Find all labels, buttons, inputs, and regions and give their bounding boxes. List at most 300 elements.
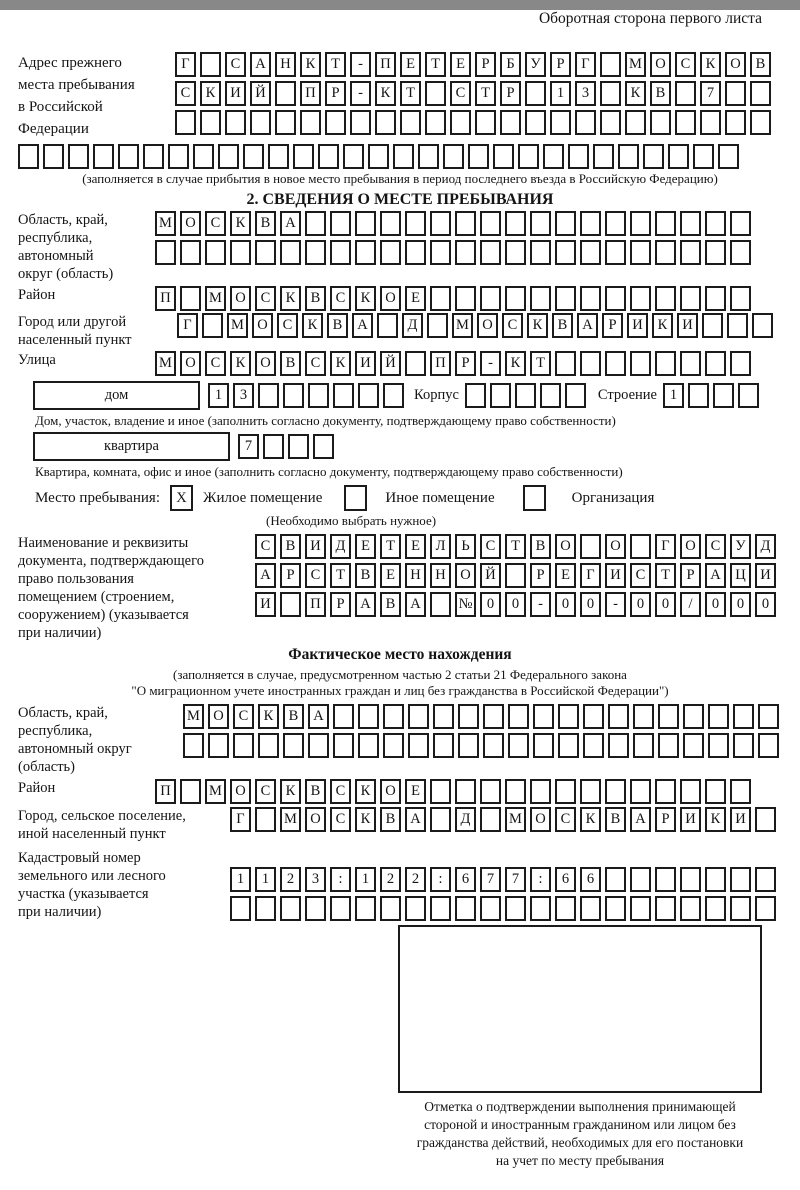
char-box[interactable] [325,110,346,135]
char-box[interactable]: 6 [555,867,576,892]
char-box[interactable] [288,434,309,459]
char-box[interactable] [693,144,714,169]
char-box[interactable] [180,779,201,804]
char-box[interactable]: 1 [255,867,276,892]
char-box[interactable]: С [205,351,226,376]
char-box[interactable] [305,211,326,236]
char-box[interactable] [633,704,654,729]
char-box[interactable] [658,733,679,758]
char-box[interactable] [330,240,351,265]
char-box[interactable]: Р [655,807,676,832]
char-box[interactable] [418,144,439,169]
char-box[interactable] [730,867,751,892]
char-box[interactable]: М [227,313,248,338]
char-box[interactable] [233,733,254,758]
char-box[interactable]: О [530,807,551,832]
char-box[interactable]: О [255,351,276,376]
char-box[interactable] [405,211,426,236]
char-box[interactable] [668,144,689,169]
char-box[interactable]: С [305,351,326,376]
char-box[interactable]: О [208,704,229,729]
char-box[interactable]: Й [250,81,271,106]
char-box[interactable]: М [452,313,473,338]
char-box[interactable]: И [730,807,751,832]
char-box[interactable] [625,110,646,135]
char-box[interactable]: Н [430,563,451,588]
char-box[interactable]: К [355,807,376,832]
char-box[interactable] [225,110,246,135]
char-box[interactable] [675,81,696,106]
char-box[interactable]: Г [175,52,196,77]
char-box[interactable]: О [230,779,251,804]
char-box[interactable] [540,383,561,408]
char-box[interactable]: И [255,592,276,617]
char-box[interactable]: В [255,211,276,236]
char-box[interactable]: Н [275,52,296,77]
char-box[interactable] [618,144,639,169]
char-box[interactable]: К [705,807,726,832]
char-box[interactable] [493,144,514,169]
char-box[interactable] [183,733,204,758]
char-box[interactable] [205,240,226,265]
char-box[interactable]: 0 [555,592,576,617]
char-box[interactable]: П [155,286,176,311]
char-box[interactable] [750,110,771,135]
char-box[interactable] [455,779,476,804]
char-box[interactable] [630,779,651,804]
char-box[interactable] [258,383,279,408]
char-box[interactable] [275,110,296,135]
char-box[interactable] [118,144,139,169]
char-box[interactable] [480,807,501,832]
char-box[interactable]: Т [325,52,346,77]
char-box[interactable] [675,110,696,135]
char-box[interactable] [755,896,776,921]
char-box[interactable] [300,110,321,135]
char-box[interactable]: 6 [580,867,601,892]
char-box[interactable]: Е [380,563,401,588]
char-box[interactable] [705,286,726,311]
char-box[interactable]: 3 [233,383,254,408]
char-box[interactable]: 1 [230,867,251,892]
char-box[interactable] [733,704,754,729]
char-box[interactable] [755,867,776,892]
char-box[interactable]: К [280,779,301,804]
char-box[interactable] [600,81,621,106]
char-box[interactable]: О [477,313,498,338]
char-box[interactable]: О [180,351,201,376]
char-box[interactable]: В [605,807,626,832]
char-box[interactable]: В [380,807,401,832]
char-box[interactable]: Т [655,563,676,588]
char-box[interactable]: Г [580,563,601,588]
char-box[interactable] [730,779,751,804]
char-box[interactable]: 1 [355,867,376,892]
char-box[interactable] [430,211,451,236]
char-box[interactable] [405,351,426,376]
char-box[interactable]: И [627,313,648,338]
char-box[interactable]: П [300,81,321,106]
char-box[interactable]: - [480,351,501,376]
char-box[interactable] [218,144,239,169]
char-box[interactable]: О [725,52,746,77]
char-box[interactable]: К [355,779,376,804]
char-box[interactable]: Р [500,81,521,106]
char-box[interactable]: К [302,313,323,338]
char-box[interactable]: Д [755,534,776,559]
char-box[interactable]: Р [680,563,701,588]
char-box[interactable] [355,896,376,921]
char-box[interactable] [655,286,676,311]
char-box[interactable]: - [530,592,551,617]
char-box[interactable]: № [455,592,476,617]
char-box[interactable] [380,240,401,265]
char-box[interactable] [480,779,501,804]
char-box[interactable]: О [305,807,326,832]
char-box[interactable] [705,211,726,236]
char-box[interactable]: К [300,52,321,77]
char-box[interactable]: О [650,52,671,77]
char-box[interactable]: Р [325,81,346,106]
char-box[interactable] [180,286,201,311]
char-box[interactable] [705,867,726,892]
char-box[interactable]: Р [330,592,351,617]
char-box[interactable]: 0 [705,592,726,617]
char-box[interactable] [255,896,276,921]
char-box[interactable] [480,211,501,236]
char-box[interactable]: П [155,779,176,804]
char-box[interactable] [308,733,329,758]
char-box[interactable] [358,704,379,729]
char-box[interactable] [575,110,596,135]
char-box[interactable]: Т [530,351,551,376]
char-box[interactable]: / [680,592,701,617]
char-box[interactable] [175,110,196,135]
char-box[interactable]: О [230,286,251,311]
char-box[interactable] [705,240,726,265]
char-box[interactable] [605,286,626,311]
char-box[interactable] [650,110,671,135]
char-box[interactable]: - [605,592,626,617]
char-box[interactable]: Е [555,563,576,588]
char-box[interactable] [308,383,329,408]
char-box[interactable] [508,704,529,729]
char-box[interactable]: М [205,779,226,804]
char-box[interactable]: 2 [405,867,426,892]
char-box[interactable] [700,110,721,135]
char-box[interactable] [468,144,489,169]
char-box[interactable]: А [630,807,651,832]
char-box[interactable] [555,779,576,804]
char-box[interactable]: А [577,313,598,338]
char-box[interactable]: П [430,351,451,376]
char-box[interactable] [333,704,354,729]
char-box[interactable]: 1 [208,383,229,408]
char-box[interactable] [580,779,601,804]
char-box[interactable] [680,240,701,265]
char-box[interactable]: И [677,313,698,338]
char-box[interactable] [555,211,576,236]
char-box[interactable] [705,351,726,376]
char-box[interactable]: 0 [630,592,651,617]
char-box[interactable] [558,733,579,758]
char-box[interactable] [730,240,751,265]
char-box[interactable] [425,81,446,106]
char-box[interactable] [400,110,421,135]
char-box[interactable] [705,896,726,921]
char-box[interactable] [200,52,221,77]
char-box[interactable]: С [225,52,246,77]
char-box[interactable] [533,704,554,729]
char-box[interactable]: О [252,313,273,338]
char-box[interactable]: Й [480,563,501,588]
char-box[interactable] [500,110,521,135]
char-box[interactable]: : [430,867,451,892]
char-box[interactable] [355,211,376,236]
char-box[interactable]: К [652,313,673,338]
char-box[interactable]: А [308,704,329,729]
char-box[interactable] [600,52,621,77]
char-box[interactable] [630,896,651,921]
char-box[interactable]: С [255,779,276,804]
char-box[interactable] [505,563,526,588]
char-box[interactable]: А [255,563,276,588]
char-box[interactable]: К [527,313,548,338]
char-box[interactable] [430,896,451,921]
char-box[interactable]: К [580,807,601,832]
char-box[interactable] [333,733,354,758]
char-box[interactable]: С [705,534,726,559]
char-box[interactable] [405,896,426,921]
char-box[interactable] [688,383,709,408]
char-box[interactable] [255,807,276,832]
char-box[interactable]: 0 [480,592,501,617]
char-box[interactable]: Е [405,779,426,804]
char-box[interactable]: И [680,807,701,832]
char-box[interactable] [330,211,351,236]
char-box[interactable] [600,110,621,135]
char-box[interactable] [68,144,89,169]
char-box[interactable]: С [330,286,351,311]
char-box[interactable] [727,313,748,338]
char-box[interactable] [318,144,339,169]
char-box[interactable]: О [555,534,576,559]
char-box[interactable]: К [700,52,721,77]
char-box[interactable] [355,240,376,265]
char-box[interactable] [168,144,189,169]
char-box[interactable] [405,240,426,265]
char-box[interactable]: А [355,592,376,617]
char-box[interactable]: Р [475,52,496,77]
char-box[interactable] [458,704,479,729]
char-box[interactable]: С [277,313,298,338]
char-box[interactable] [408,733,429,758]
char-box[interactable] [680,211,701,236]
char-box[interactable]: Г [575,52,596,77]
char-box[interactable] [250,110,271,135]
char-box[interactable] [630,240,651,265]
char-box[interactable]: Е [405,534,426,559]
char-box[interactable] [380,211,401,236]
char-box[interactable]: Н [405,563,426,588]
char-box[interactable]: С [450,81,471,106]
char-box[interactable] [202,313,223,338]
char-box[interactable]: Р [455,351,476,376]
char-box[interactable] [550,110,571,135]
char-box[interactable] [725,81,746,106]
char-box[interactable]: М [205,286,226,311]
char-box[interactable] [193,144,214,169]
char-box[interactable] [243,144,264,169]
char-box[interactable] [708,704,729,729]
char-box[interactable]: С [255,534,276,559]
char-box[interactable] [580,240,601,265]
char-box[interactable] [230,240,251,265]
char-box[interactable]: В [305,779,326,804]
char-box[interactable] [605,779,626,804]
char-box[interactable]: А [405,807,426,832]
char-box[interactable] [505,896,526,921]
char-box[interactable] [505,286,526,311]
char-box[interactable] [280,240,301,265]
char-box[interactable] [683,733,704,758]
char-box[interactable]: 1 [663,383,684,408]
char-box[interactable] [480,240,501,265]
char-box[interactable]: С [675,52,696,77]
char-box[interactable]: Т [400,81,421,106]
char-box[interactable] [605,240,626,265]
char-box[interactable]: Р [602,313,623,338]
char-box[interactable] [383,704,404,729]
char-box[interactable] [718,144,739,169]
stay-option-other-checkbox[interactable] [344,485,367,511]
char-box[interactable]: С [175,81,196,106]
char-box[interactable]: Е [400,52,421,77]
char-box[interactable] [430,779,451,804]
char-box[interactable]: И [755,563,776,588]
char-box[interactable]: С [630,563,651,588]
char-box[interactable] [383,383,404,408]
char-box[interactable]: С [330,779,351,804]
char-box[interactable] [280,592,301,617]
char-box[interactable]: В [380,592,401,617]
char-box[interactable] [343,144,364,169]
char-box[interactable]: К [230,211,251,236]
char-box[interactable] [93,144,114,169]
char-box[interactable]: С [233,704,254,729]
char-box[interactable] [555,351,576,376]
char-box[interactable] [730,286,751,311]
char-box[interactable] [580,286,601,311]
char-box[interactable] [230,896,251,921]
char-box[interactable] [283,383,304,408]
char-box[interactable] [455,211,476,236]
char-box[interactable] [655,779,676,804]
char-box[interactable] [490,383,511,408]
char-box[interactable] [683,704,704,729]
char-box[interactable]: Р [280,563,301,588]
char-box[interactable]: И [225,81,246,106]
char-box[interactable] [483,733,504,758]
char-box[interactable] [530,240,551,265]
char-box[interactable]: : [530,867,551,892]
char-box[interactable] [655,211,676,236]
char-box[interactable] [705,779,726,804]
char-box[interactable] [505,779,526,804]
char-box[interactable]: Ь [455,534,476,559]
char-box[interactable]: К [625,81,646,106]
char-box[interactable] [455,896,476,921]
char-box[interactable]: И [605,563,626,588]
char-box[interactable] [350,110,371,135]
char-box[interactable]: И [355,351,376,376]
char-box[interactable]: О [380,779,401,804]
char-box[interactable]: В [280,351,301,376]
char-box[interactable] [430,592,451,617]
char-box[interactable] [605,867,626,892]
char-box[interactable]: Г [177,313,198,338]
char-box[interactable]: 3 [575,81,596,106]
char-box[interactable] [425,110,446,135]
char-box[interactable]: Т [475,81,496,106]
char-box[interactable] [465,383,486,408]
char-box[interactable] [458,733,479,758]
char-box[interactable]: М [183,704,204,729]
char-box[interactable]: 0 [655,592,676,617]
char-box[interactable]: К [258,704,279,729]
char-box[interactable] [533,733,554,758]
char-box[interactable] [483,704,504,729]
char-box[interactable] [530,896,551,921]
char-box[interactable] [750,81,771,106]
char-box[interactable] [583,704,604,729]
char-box[interactable]: Т [505,534,526,559]
char-box[interactable] [475,110,496,135]
char-box[interactable] [633,733,654,758]
char-box[interactable] [755,807,776,832]
char-box[interactable] [530,286,551,311]
char-box[interactable] [433,704,454,729]
char-box[interactable]: 1 [550,81,571,106]
char-box[interactable] [518,144,539,169]
char-box[interactable] [730,211,751,236]
char-box[interactable] [375,110,396,135]
char-box[interactable] [725,110,746,135]
char-box[interactable]: Р [530,563,551,588]
char-box[interactable] [630,867,651,892]
char-box[interactable] [680,351,701,376]
char-box[interactable]: Т [330,563,351,588]
char-box[interactable]: : [330,867,351,892]
char-box[interactable]: В [305,286,326,311]
char-box[interactable] [455,240,476,265]
char-box[interactable] [738,383,759,408]
char-box[interactable]: П [305,592,326,617]
char-box[interactable] [293,144,314,169]
char-box[interactable]: К [230,351,251,376]
char-box[interactable]: К [330,351,351,376]
char-box[interactable] [530,779,551,804]
char-box[interactable] [608,733,629,758]
char-box[interactable]: М [280,807,301,832]
char-box[interactable] [280,896,301,921]
char-box[interactable]: 6 [455,867,476,892]
char-box[interactable] [680,896,701,921]
char-box[interactable] [580,351,601,376]
char-box[interactable] [330,896,351,921]
char-box[interactable]: О [455,563,476,588]
char-box[interactable] [305,896,326,921]
